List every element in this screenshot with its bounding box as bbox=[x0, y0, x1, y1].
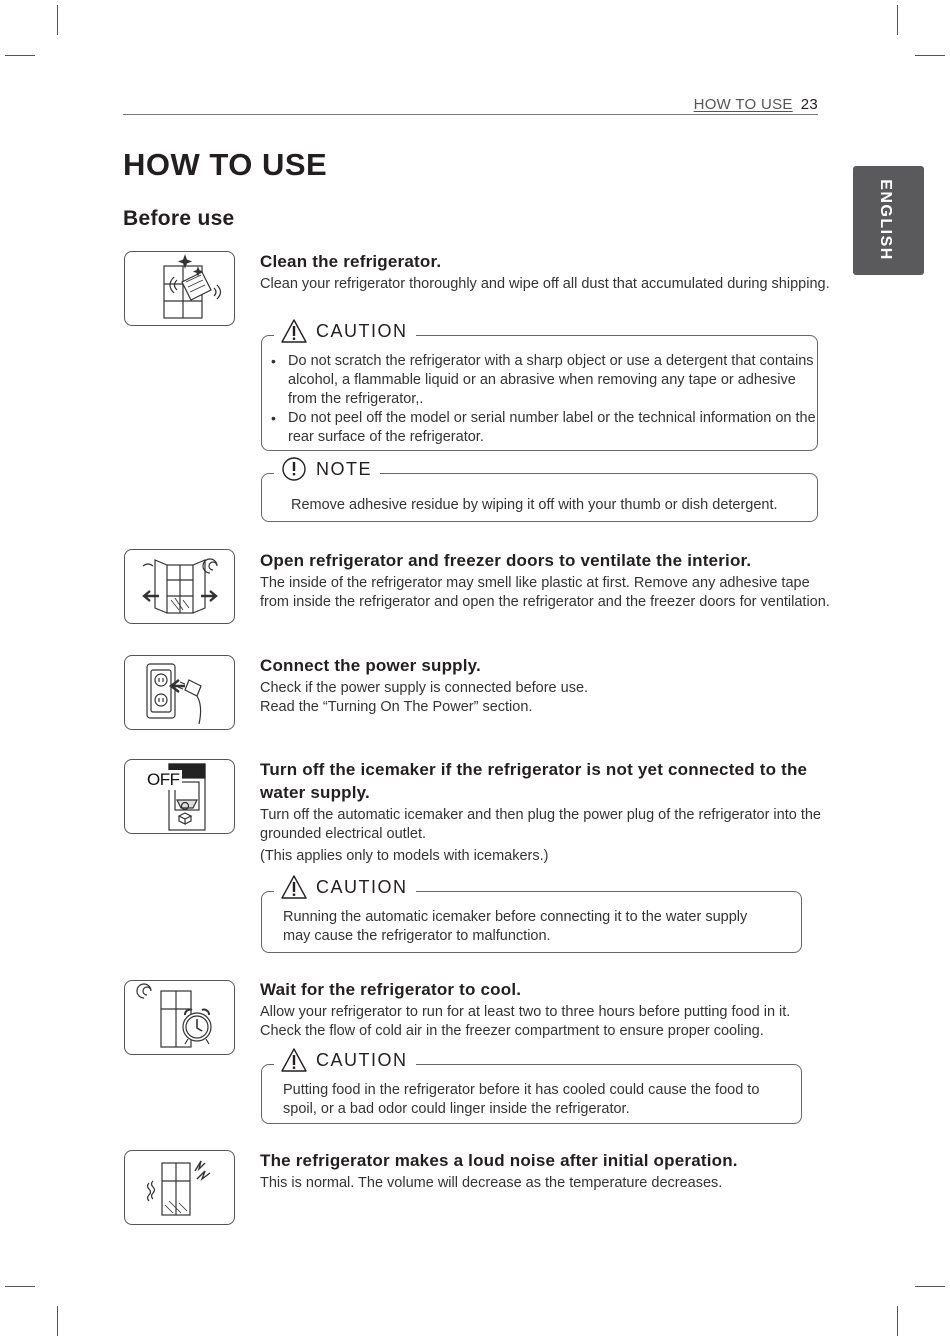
cleaning-icon bbox=[124, 251, 235, 326]
step-heading: The refrigerator makes a loud noise after initial operation. bbox=[260, 1151, 738, 1170]
caution-item: • Do not peel off the model or serial number label or the technical information on the rear surface of the refrigerator. bbox=[288, 409, 828, 447]
language-tab-label: ENGLISH bbox=[877, 179, 894, 261]
running-header bbox=[123, 96, 818, 118]
alarm-clock-icon bbox=[124, 980, 235, 1055]
step-body: Check if the power supply is connected before use. bbox=[260, 680, 589, 696]
step-heading: Connect the power supply. bbox=[260, 656, 481, 675]
crop-mark bbox=[915, 55, 945, 56]
step-noise bbox=[260, 1149, 830, 1193]
step-power bbox=[260, 654, 830, 717]
step-ventilate bbox=[260, 549, 830, 612]
step-icemaker bbox=[260, 758, 830, 866]
caution-box bbox=[261, 876, 802, 953]
step-body: The inside of the refrigerator may smell like plastic at first. Remove any adhesive tape from inside the refrigerator and open the refrigerator and the freezer doors for ventilation. bbox=[260, 575, 830, 610]
caution-box bbox=[261, 320, 818, 451]
header-section-label: HOW TO USE bbox=[693, 96, 793, 113]
caution-label: CAUTION bbox=[316, 320, 408, 341]
step-body-note: Read the “Turning On The Power” section. bbox=[260, 699, 533, 715]
warning-triangle-icon bbox=[280, 874, 308, 900]
step-body-note: (This applies only to models with icemakers.) bbox=[260, 848, 549, 864]
power-plug-icon bbox=[124, 655, 235, 730]
caution-item: • Do not scratch the refrigerator with a sharp object or use a detergent that contains alcohol, a flammable liquid or an abrasive when removing any tape or adhesive from the refrigerator,. bbox=[288, 352, 828, 409]
step-body: Turn off the automatic icemaker and then plug the power plug of the refrigerator into the grounded electrical outlet. bbox=[260, 807, 821, 842]
crop-mark bbox=[897, 1306, 898, 1336]
caution-text: Putting food in the refrigerator before it has cooled could cause the food to spoil, or a bad odor could linger inside the refrigerator. bbox=[283, 1082, 760, 1117]
step-cool bbox=[260, 978, 830, 1041]
step-heading: Turn off the icemaker if the refrigerator is not yet connected to the water supply. bbox=[260, 760, 808, 802]
crop-mark bbox=[57, 5, 58, 35]
step-body: Clean your refrigerator thoroughly and wipe off all dust that accumulated during shipping. bbox=[260, 276, 830, 292]
icemaker-off-icon bbox=[124, 759, 235, 834]
step-heading: Wait for the refrigerator to cool. bbox=[260, 980, 522, 999]
page-number: 23 bbox=[800, 96, 818, 113]
caution-box bbox=[261, 1049, 802, 1124]
warning-triangle-icon bbox=[280, 1047, 308, 1073]
caution-label: CAUTION bbox=[316, 1049, 408, 1070]
off-label: OFF bbox=[147, 770, 180, 789]
note-icon bbox=[280, 456, 308, 482]
header-rule bbox=[123, 114, 818, 115]
step-heading: Open refrigerator and freezer doors to ventilate the interior. bbox=[260, 551, 752, 570]
crop-mark bbox=[5, 1286, 35, 1287]
section-title: Before use bbox=[123, 207, 235, 230]
warning-triangle-icon bbox=[280, 318, 308, 344]
crop-mark bbox=[915, 1286, 945, 1287]
note-text: Remove adhesive residue by wiping it off with your thumb or dish detergent. bbox=[291, 497, 778, 513]
crop-mark bbox=[5, 55, 35, 56]
noise-icon bbox=[124, 1150, 235, 1225]
note-label: NOTE bbox=[316, 458, 373, 479]
page-title: HOW TO USE bbox=[123, 147, 328, 182]
step-body: Allow your refrigerator to run for at least two to three hours before putting food in it. Check the flow of cold air in the freezer compartment to ensure proper cooling. bbox=[260, 1004, 791, 1039]
crop-mark bbox=[57, 1306, 58, 1336]
step-heading: Clean the refrigerator. bbox=[260, 252, 442, 271]
caution-label: CAUTION bbox=[316, 876, 408, 897]
ventilate-doors-icon bbox=[124, 549, 235, 624]
caution-text: Running the automatic icemaker before connecting it to the water supply may cause the refrigerator to malfunction. bbox=[283, 909, 748, 944]
crop-mark bbox=[897, 5, 898, 35]
note-box bbox=[261, 458, 818, 522]
step-clean bbox=[260, 250, 830, 294]
language-tab bbox=[853, 166, 924, 275]
caution-list bbox=[262, 352, 828, 447]
step-body: This is normal. The volume will decrease as the temperature decreases. bbox=[260, 1175, 723, 1191]
